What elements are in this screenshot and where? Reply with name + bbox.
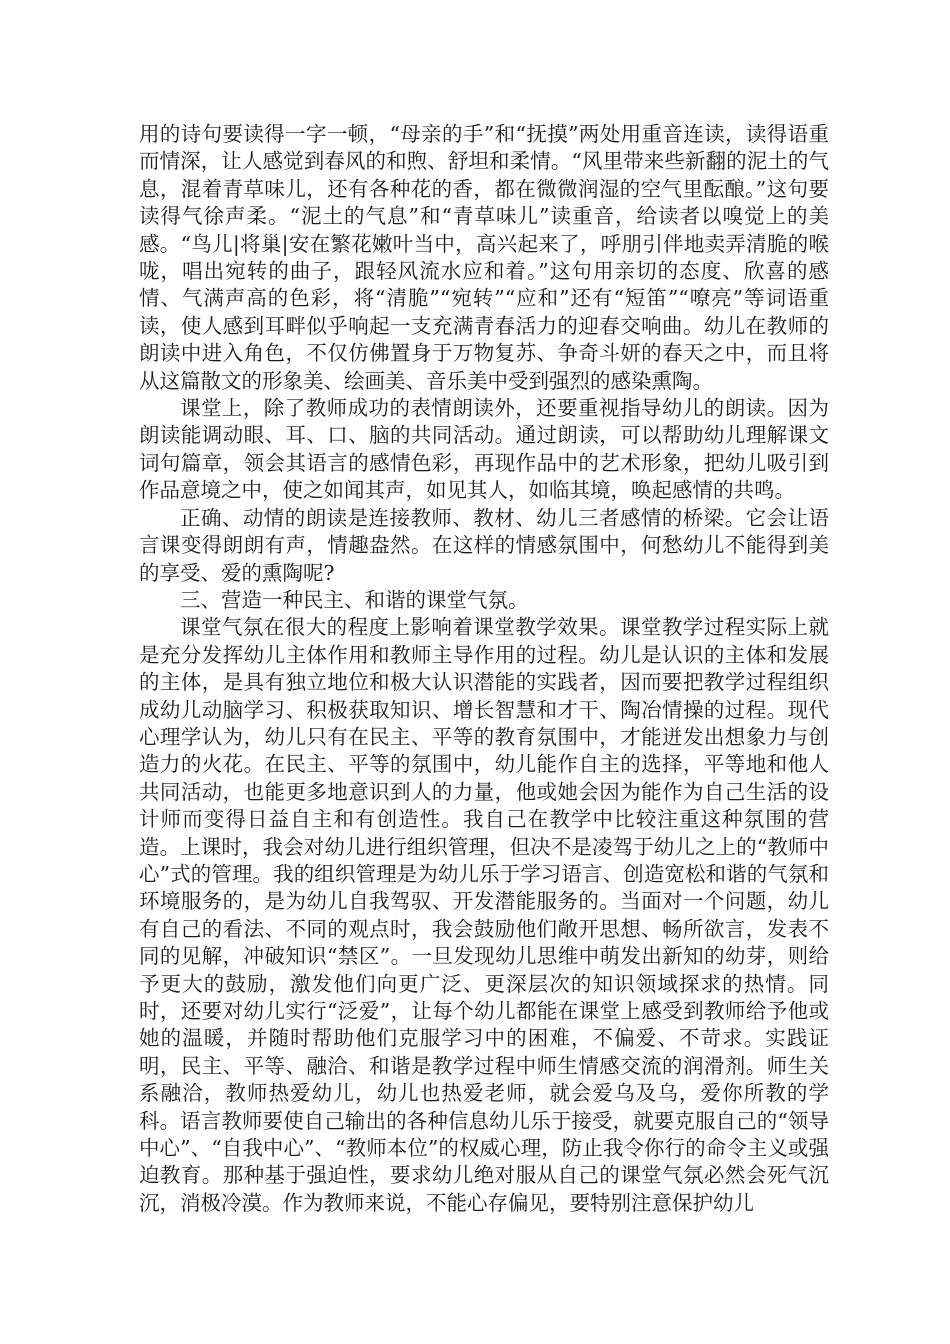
paragraph: 课堂气氛在很大的程度上影响着课堂教学效果。课堂教学过程实际上就是充分发挥幼儿主体作用和教师主导作用的过程。幼儿是认识的主体和发展的主体，是具有独立地位和极大认识潜能的实践者，因而要把教学过程组织成幼儿动脑学习、积极获取知识、增长智慧和才干、陶冶情操的过程。现代心理学认为，幼儿只有在民主、平等的教育氛围中，才能迸发出想象力与创造力的火花。在民主、平等的氛围中，幼儿能作自主的选择，平等地和他人共同活动，也能更多地意识到人的力量，他或她会因为能作为自己生活的设计师而变得日益自主和有创造性。我自己在教学中比较注重这种氛围的营造。上课时，我会对幼儿进行组织管理，但决不是凌驾于幼儿之上的“教师中心”式的管理。我的组织管理是为幼儿乐于学习语言、创造宽松和谐的气氛和环境服务的，是为幼儿自我驾驭、开发潜能服务的。当面对一个问题，幼儿有自己的看法、不同的观点时，我会鼓励他们敞开思想、畅所欲言，发表不同的见解，冲破知识“禁区”。一旦发现幼儿思维中萌发出新知的幼芽，则给予更大的鼓励，激发他们向更广泛、更深层次的知识领域探求的热情。同时，还要对幼儿实行“泛爱”，让每个幼儿都能在课堂上感受到教师给予他或她的温暖，并随时帮助他们克服学习中的困难，不偏爱、不苛求。实践证明，民主、平等、融洽、和谐是教学过程中师生情感交流的润滑剂。师生关系融洽，教师热爱幼儿，幼儿也热爱老师，就会爱乌及乌，爱你所教的学科。语言教师要使自己输出的各种信息幼儿乐于接受，就要克服自己的“领导中心”、“自我中心”、“教师本位”的权威心理，防止我令你行的命令主义或强迫教育。那种基于强迫性，要求幼儿绝对服从自己的课堂气氛必然会死气沉沉，消极冷漠。作为教师来说，不能心存偏见，要特别注意保护幼儿 (139, 615, 829, 1215)
paragraph: 正确、动情的朗读是连接教师、教材、幼儿三者感情的桥梁。它会让语言课变得朗朗有声，情趣盎然。在这样的情感氛围中，何愁幼儿不能得到美的享受、爱的熏陶呢? (139, 505, 829, 585)
document-body (139, 121, 829, 1217)
paragraph-continued: 用的诗句要读得一字一顿，“母亲的手”和“抚摸”两处用重音连读，读得语重而情深，让人感觉到春风的和煦、舒坦和柔情。“风里带来些新翻的泥土的气息，混着青草味儿，还有各种花的香，都在微微润湿的空气里酝酿。”这句要读得气徐声柔。“泥土的气息”和“青草味儿”读重音，给读者以嗅觉上的美感。“鸟儿|将巢|安在繁花嫩叶当中，高兴起来了，呼朋引伴地卖弄清脆的喉咙，唱出宛转的曲子，跟轻风流水应和着。”这句用亲切的态度、欣喜的感情、气满声高的色彩，将“清脆”“宛转”“应和”还有“短笛”“嘹亮”等词语重读，使人感到耳畔似乎响起一支充满青春活力的迎春交响曲。幼儿在教师的朗读中进入角色，不仅仿佛置身于万物复苏、争奇斗妍的春天之中，而且将从这篇散文的形象美、绘画美、音乐美中受到强烈的感染熏陶。 (139, 122, 829, 393)
section-heading: 三、营造一种民主、和谐的课堂气氛。 (180, 587, 529, 612)
paragraph: 课堂上，除了教师成功的表情朗读外，还要重视指导幼儿的朗读。因为朗读能调动眼、耳、口、脑的共同活动。通过朗读，可以帮助幼儿理解课文词句篇章，领会其语言的感情色彩，再现作品中的艺术形象，把幼儿吸引到作品意境之中，使之如闻其声，如见其人，如临其境，唤起感情的共鸣。 (139, 396, 829, 503)
